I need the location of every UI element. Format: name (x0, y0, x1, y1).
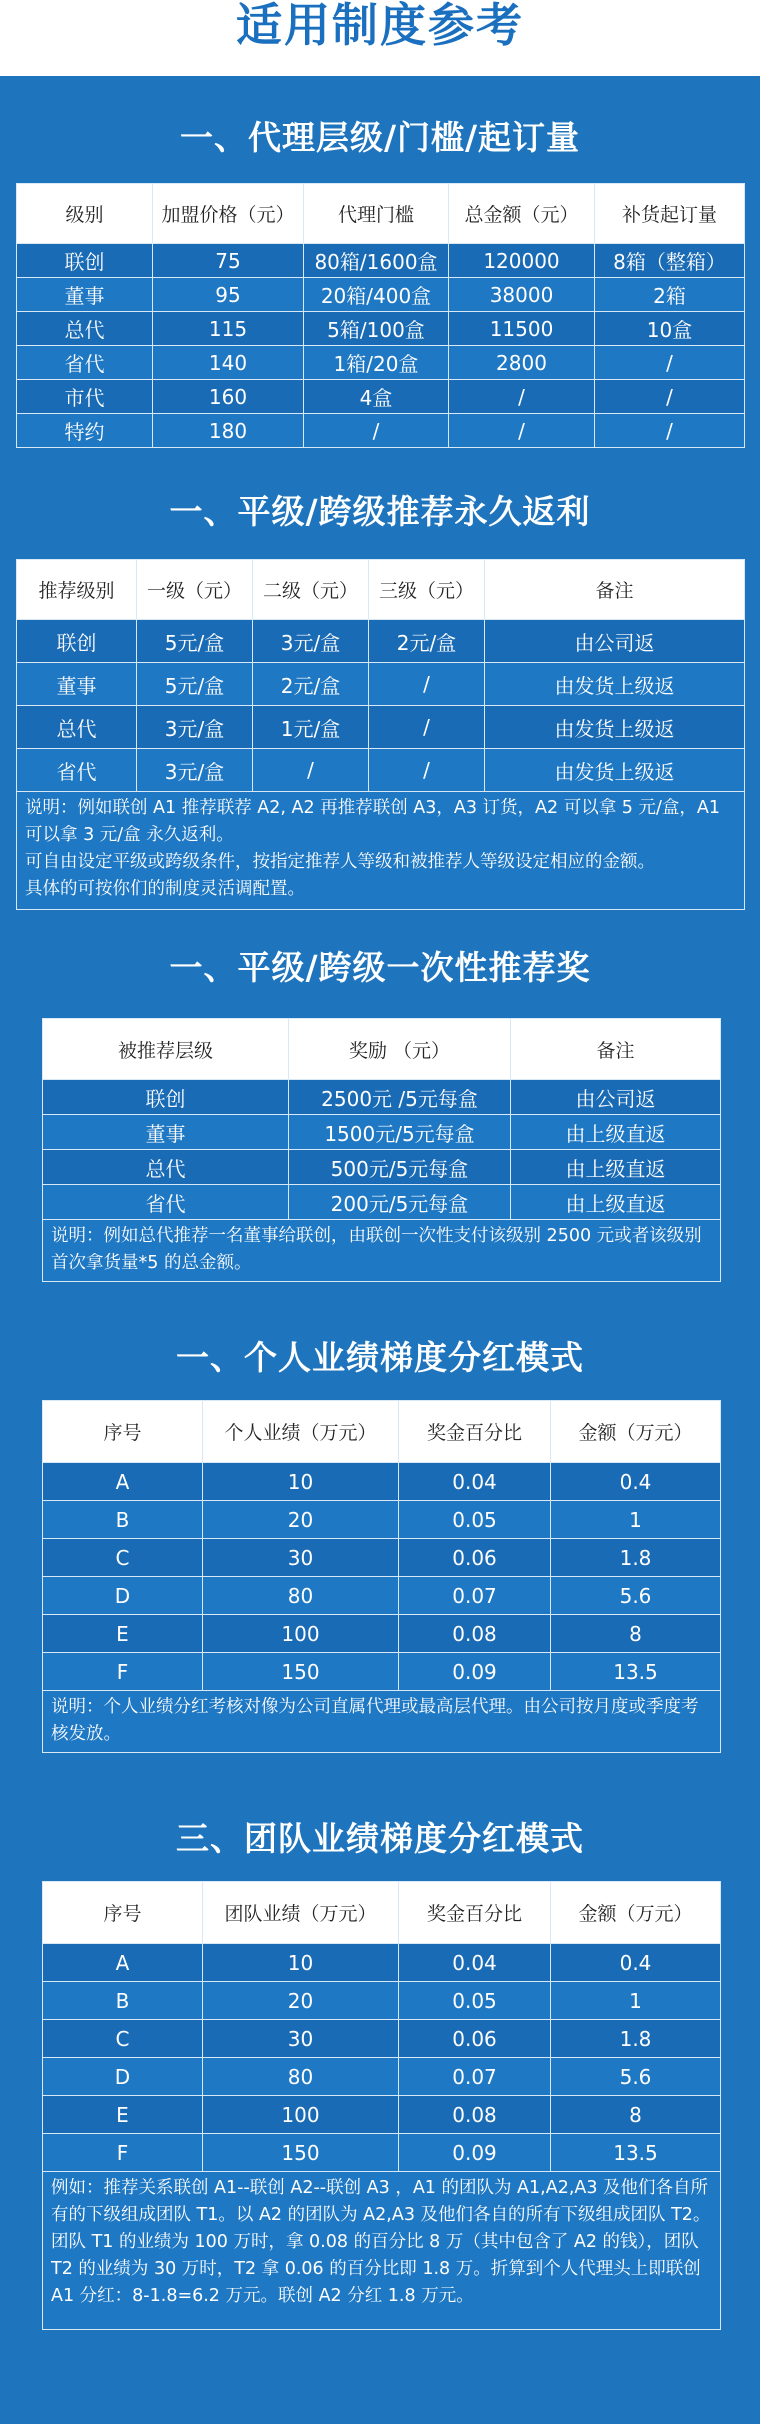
table-cell: 115 (153, 312, 304, 346)
note-text: 例如：推荐关系联创 A1--联创 A2--联创 A3 ，A1 的团队为 A1,A2,A3 及他们各自所有的下级组成团队 T1。以 A2 的团队为 A2,A3 及他们各自的所有下级组成团队 T2。团队 T1 的业绩为 100 万时，拿 0.08 的百分比 8 万（其中包含了 A2 的钱），团队 T2 的业绩为 30 万时，T2 拿 0.06 的百分比即 1.8 万。折算到个人代理头上即联创 A1 分红：8-1.8=6.2 万元。联创 A2 分红 1.8 万元。 (51, 2178, 711, 2306)
table-cell: 500元/5元每盒 (289, 1150, 511, 1185)
section3-title: 一、平级/跨级一次性推荐奖 (169, 948, 591, 987)
section1-title: 一、代理层级/门槛/起订量 (179, 118, 581, 157)
table-cell: 10 (203, 1463, 399, 1501)
table-cell: 省代 (17, 346, 153, 380)
table-cell: 联创 (43, 1080, 289, 1115)
table-cell: C (43, 1539, 203, 1577)
table-row (43, 1501, 721, 1539)
table-cell: 5元/盒 (137, 663, 253, 706)
table-cell: F (43, 2134, 203, 2172)
table-header-row (43, 1401, 721, 1463)
table-cell: 0.07 (399, 2058, 551, 2096)
table-cell: 2元/盒 (253, 663, 369, 706)
header-banner (0, 0, 760, 76)
table-cell: 0.05 (399, 1982, 551, 2020)
table-cell: 1.8 (551, 1539, 721, 1577)
table-cell: 80 (203, 1577, 399, 1615)
table-cell: 8 (551, 1615, 721, 1653)
table-cell: A (43, 1944, 203, 1982)
table-cell: 5元/盒 (137, 620, 253, 663)
table-row (17, 414, 745, 448)
column-header: 三级（元） (369, 560, 485, 620)
table-cell: 13.5 (551, 1653, 721, 1691)
table-row (17, 663, 745, 706)
table-cell: 省代 (17, 749, 137, 792)
table-cell: 5.6 (551, 2058, 721, 2096)
column-header: 一级（元） (137, 560, 253, 620)
table-cell: 由公司返 (511, 1080, 721, 1115)
table-row (43, 2058, 721, 2096)
table-cell: 80 (203, 2058, 399, 2096)
table-header-row (43, 1019, 721, 1080)
table-cell: 0.06 (399, 2020, 551, 2058)
table-row (43, 1982, 721, 2020)
table-cell: 市代 (17, 380, 153, 414)
column-header: 代理门槛 (304, 184, 449, 244)
table-cell: 120000 (449, 244, 595, 278)
table-header-row (17, 560, 745, 620)
table-row (43, 1944, 721, 1982)
table-row (17, 278, 745, 312)
table-cell: 95 (153, 278, 304, 312)
column-header: 推荐级别 (17, 560, 137, 620)
table-cell: 20箱/400盒 (304, 278, 449, 312)
table-cell: 0.09 (399, 1653, 551, 1691)
table-row (43, 1539, 721, 1577)
table-cell: E (43, 2096, 203, 2134)
table-cell: F (43, 1653, 203, 1691)
table-cell: 20 (203, 1982, 399, 2020)
note-text: 说明：例如联创 A1 推荐联荐 A2, A2 再推荐联创 A3，A3 订货，A2 可以拿 5 元/盒，A1 可以拿 3 元/盒 永久返利。 (25, 798, 720, 845)
column-header: 总金额（元） (449, 184, 595, 244)
table-cell: 80箱/1600盒 (304, 244, 449, 278)
column-header: 加盟价格（元） (153, 184, 304, 244)
column-header: 金额（万元） (551, 1401, 721, 1463)
table-cell: 由发货上级返 (485, 749, 745, 792)
note-text: 说明：个人业绩分红考核对像为公司直属代理或最高层代理。由公司按月度或季度考核发放。 (51, 1697, 699, 1744)
page-title: 适用制度参考 (236, 0, 524, 52)
table-row (17, 749, 745, 792)
table-cell: 1箱/20盒 (304, 346, 449, 380)
table-cell: 1500元/5元每盒 (289, 1115, 511, 1150)
table-cell: 特约 (17, 414, 153, 448)
table-row (43, 1577, 721, 1615)
table-cell: 总代 (43, 1150, 289, 1185)
column-header: 奖金百分比 (399, 1882, 551, 1944)
table-header-row (17, 184, 745, 244)
table-cell: 180 (153, 414, 304, 448)
personal-bonus-table (42, 1400, 721, 1753)
table-cell: 由上级直返 (511, 1150, 721, 1185)
table-cell: 0.04 (399, 1463, 551, 1501)
table-cell: 3元/盒 (137, 749, 253, 792)
table-cell: 0.06 (399, 1539, 551, 1577)
table-row (17, 312, 745, 346)
table-row (43, 1463, 721, 1501)
table-cell: 5.6 (551, 1577, 721, 1615)
table-cell: 3元/盒 (137, 706, 253, 749)
agent-level-table (16, 183, 745, 448)
note-cell (43, 1220, 721, 1282)
note-cell (17, 792, 745, 910)
note-text: 可自由设定平级或跨级条件，按指定推荐人等级和被推荐人等级设定相应的金额。 (25, 852, 655, 872)
table-cell: 总代 (17, 706, 137, 749)
table-cell: / (369, 706, 485, 749)
note-row (43, 2172, 721, 2330)
table-cell: 0.4 (551, 1463, 721, 1501)
note-row (43, 1220, 721, 1282)
table-cell: B (43, 1982, 203, 2020)
table-cell: / (449, 380, 595, 414)
table-cell: E (43, 1615, 203, 1653)
table-cell: 1元/盒 (253, 706, 369, 749)
table-row (43, 1615, 721, 1653)
table-cell: B (43, 1501, 203, 1539)
table-cell: / (595, 346, 745, 380)
table-row (17, 706, 745, 749)
table-cell: 由发货上级返 (485, 706, 745, 749)
table-cell: 13.5 (551, 2134, 721, 2172)
table-cell: 0.08 (399, 1615, 551, 1653)
column-header: 备注 (485, 560, 745, 620)
column-header: 个人业绩（万元） (203, 1401, 399, 1463)
table-row (17, 346, 745, 380)
column-header: 团队业绩（万元） (203, 1882, 399, 1944)
note-cell (43, 1691, 721, 1753)
table-cell: 8 (551, 2096, 721, 2134)
table-cell: 30 (203, 1539, 399, 1577)
table-cell: 董事 (17, 663, 137, 706)
note-text: 说明：例如总代推荐一名董事给联创，由联创一次性支付该级别 2500 元或者该级别首次拿货量*5 的总金额。 (51, 1226, 702, 1273)
team-bonus-table (42, 1881, 721, 2330)
table-cell: 8箱（整箱） (595, 244, 745, 278)
table-cell: 0.05 (399, 1501, 551, 1539)
table-cell: 140 (153, 346, 304, 380)
table-cell: 0.07 (399, 1577, 551, 1615)
table-cell: 由公司返 (485, 620, 745, 663)
column-header: 二级（元） (253, 560, 369, 620)
note-row (17, 792, 745, 910)
table-cell: A (43, 1463, 203, 1501)
table-cell: 董事 (43, 1115, 289, 1150)
table-cell: 100 (203, 2096, 399, 2134)
table-row (43, 1080, 721, 1115)
table-cell: 0.09 (399, 2134, 551, 2172)
table-cell: / (595, 380, 745, 414)
table-cell: 20 (203, 1501, 399, 1539)
table-cell: 4盒 (304, 380, 449, 414)
table-cell: 150 (203, 1653, 399, 1691)
table-cell: 1 (551, 1501, 721, 1539)
column-header: 奖金百分比 (399, 1401, 551, 1463)
table-cell: 200元/5元每盒 (289, 1185, 511, 1220)
table-cell: C (43, 2020, 203, 2058)
table-row (43, 2134, 721, 2172)
note-row (43, 1691, 721, 1753)
table-row (17, 380, 745, 414)
table-cell: 10盒 (595, 312, 745, 346)
note-cell (43, 2172, 721, 2330)
recommend-rebate-table (16, 559, 745, 910)
table-row (17, 620, 745, 663)
column-header: 序号 (43, 1401, 203, 1463)
table-cell: 董事 (17, 278, 153, 312)
table-cell: 由上级直返 (511, 1185, 721, 1220)
table-row (43, 2096, 721, 2134)
table-cell: 11500 (449, 312, 595, 346)
table-cell: 1.8 (551, 2020, 721, 2058)
table-cell: / (449, 414, 595, 448)
table-cell: 100 (203, 1615, 399, 1653)
table-cell: 省代 (43, 1185, 289, 1220)
column-header: 奖励 （元） (289, 1019, 511, 1080)
table-row (17, 244, 745, 278)
table-cell: D (43, 1577, 203, 1615)
column-header: 金额（万元） (551, 1882, 721, 1944)
column-header: 被推荐层级 (43, 1019, 289, 1080)
table-cell: 75 (153, 244, 304, 278)
section2-title: 一、平级/跨级推荐永久返利 (169, 492, 591, 531)
one-time-reward-table (42, 1018, 721, 1282)
section4-title: 一、个人业绩梯度分红模式 (176, 1338, 584, 1377)
table-row (43, 2020, 721, 2058)
table-cell: / (369, 663, 485, 706)
table-cell: 5箱/100盒 (304, 312, 449, 346)
table-cell: 0.04 (399, 1944, 551, 1982)
table-cell: 0.4 (551, 1944, 721, 1982)
section5-title: 三、团队业绩梯度分红模式 (176, 1819, 584, 1858)
table-cell: 150 (203, 2134, 399, 2172)
table-row (43, 1185, 721, 1220)
table-cell: 1 (551, 1982, 721, 2020)
table-cell: 总代 (17, 312, 153, 346)
column-header: 备注 (511, 1019, 721, 1080)
table-cell: / (253, 749, 369, 792)
column-header: 级别 (17, 184, 153, 244)
table-cell: / (369, 749, 485, 792)
table-cell: 由上级直返 (511, 1115, 721, 1150)
table-cell: 联创 (17, 620, 137, 663)
table-cell: 2元/盒 (369, 620, 485, 663)
table-row (43, 1150, 721, 1185)
note-text: 具体的可按你们的制度灵活调配置。 (25, 879, 305, 899)
table-cell: 0.08 (399, 2096, 551, 2134)
table-cell: 38000 (449, 278, 595, 312)
table-cell: 由发货上级返 (485, 663, 745, 706)
table-cell: 160 (153, 380, 304, 414)
table-cell: 2箱 (595, 278, 745, 312)
table-cell: / (595, 414, 745, 448)
table-cell: 联创 (17, 244, 153, 278)
table-cell: 30 (203, 2020, 399, 2058)
table-cell: 2800 (449, 346, 595, 380)
column-header: 序号 (43, 1882, 203, 1944)
column-header: 补货起订量 (595, 184, 745, 244)
table-row (43, 1115, 721, 1150)
table-cell: 3元/盒 (253, 620, 369, 663)
table-header-row (43, 1882, 721, 1944)
table-cell: 10 (203, 1944, 399, 1982)
table-row (43, 1653, 721, 1691)
table-cell: 2500元 /5元每盒 (289, 1080, 511, 1115)
table-cell: / (304, 414, 449, 448)
table-cell: D (43, 2058, 203, 2096)
